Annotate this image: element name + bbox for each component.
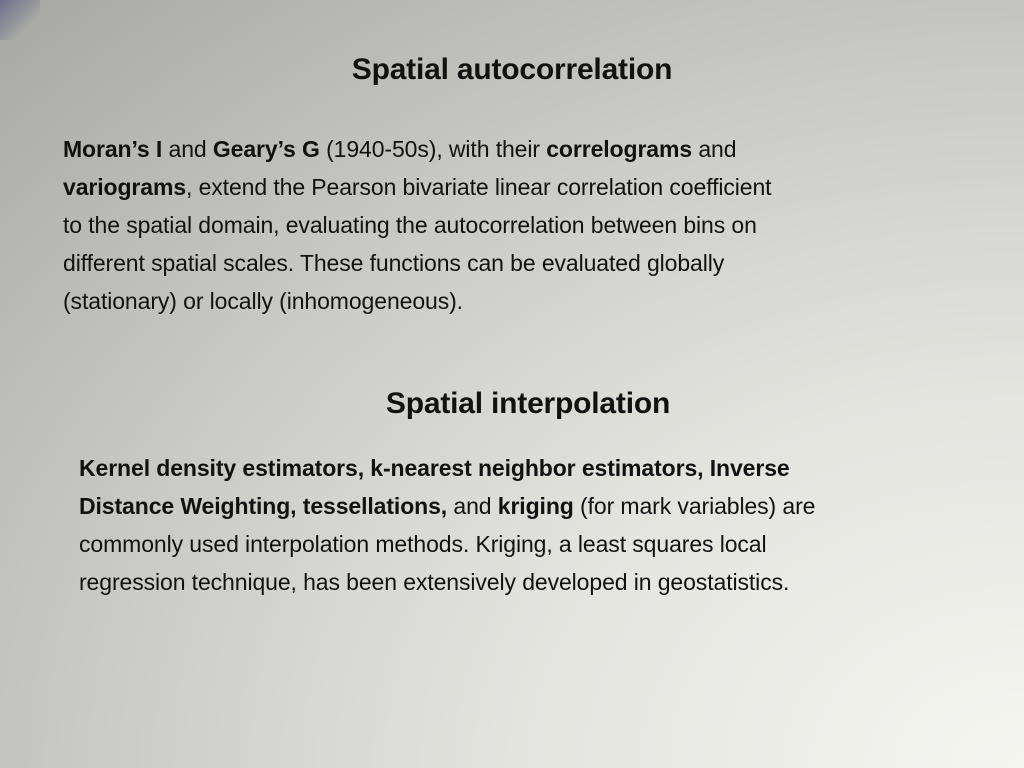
paragraph-text: , extend the Pearson bivariate linear correlation coefficient <box>186 174 772 200</box>
term-kriging: kriging <box>497 493 574 519</box>
term-variograms: variograms <box>63 174 187 200</box>
paragraph-line: commonly used interpolation methods. Kriging, a least squares local <box>79 531 767 557</box>
paragraph-line <box>79 487 979 525</box>
paragraph-line: to the spatial domain, evaluating the autocorrelation between bins on <box>63 212 757 238</box>
paragraph-line: regression technique, has been extensively developed in geostatistics. <box>79 569 790 595</box>
paragraph-line <box>79 449 979 487</box>
paragraph-text: and <box>692 136 737 162</box>
paragraph-text: (1940-50s), with their <box>319 136 547 162</box>
paragraph-text: and <box>447 493 498 519</box>
paragraph-text: and <box>162 136 213 162</box>
paragraph-line: different spatial scales. These functions can be evaluated globally <box>63 250 725 276</box>
term-correlograms: correlograms <box>546 136 693 162</box>
term-gearys-g: Geary’s G <box>212 136 320 162</box>
paragraph-spatial-autocorrelation <box>63 130 963 320</box>
paragraph-line <box>63 168 963 206</box>
paragraph-spatial-interpolation <box>79 449 979 601</box>
section-title-spatial-interpolation: Spatial interpolation <box>385 387 671 420</box>
paragraph-line: (stationary) or locally (inhomogeneous). <box>63 288 463 314</box>
paragraph-text: (for mark variables) are <box>573 493 816 519</box>
paragraph-line <box>63 130 963 168</box>
term-morans-i: Moran’s I <box>63 136 163 162</box>
term-estimators: Kernel density estimators, k-nearest neighbor estimators, Inverse <box>79 455 790 481</box>
term-idw-tessellations: Distance Weighting, tessellations, <box>79 493 448 519</box>
section-title-spatial-autocorrelation: Spatial autocorrelation <box>351 53 673 86</box>
